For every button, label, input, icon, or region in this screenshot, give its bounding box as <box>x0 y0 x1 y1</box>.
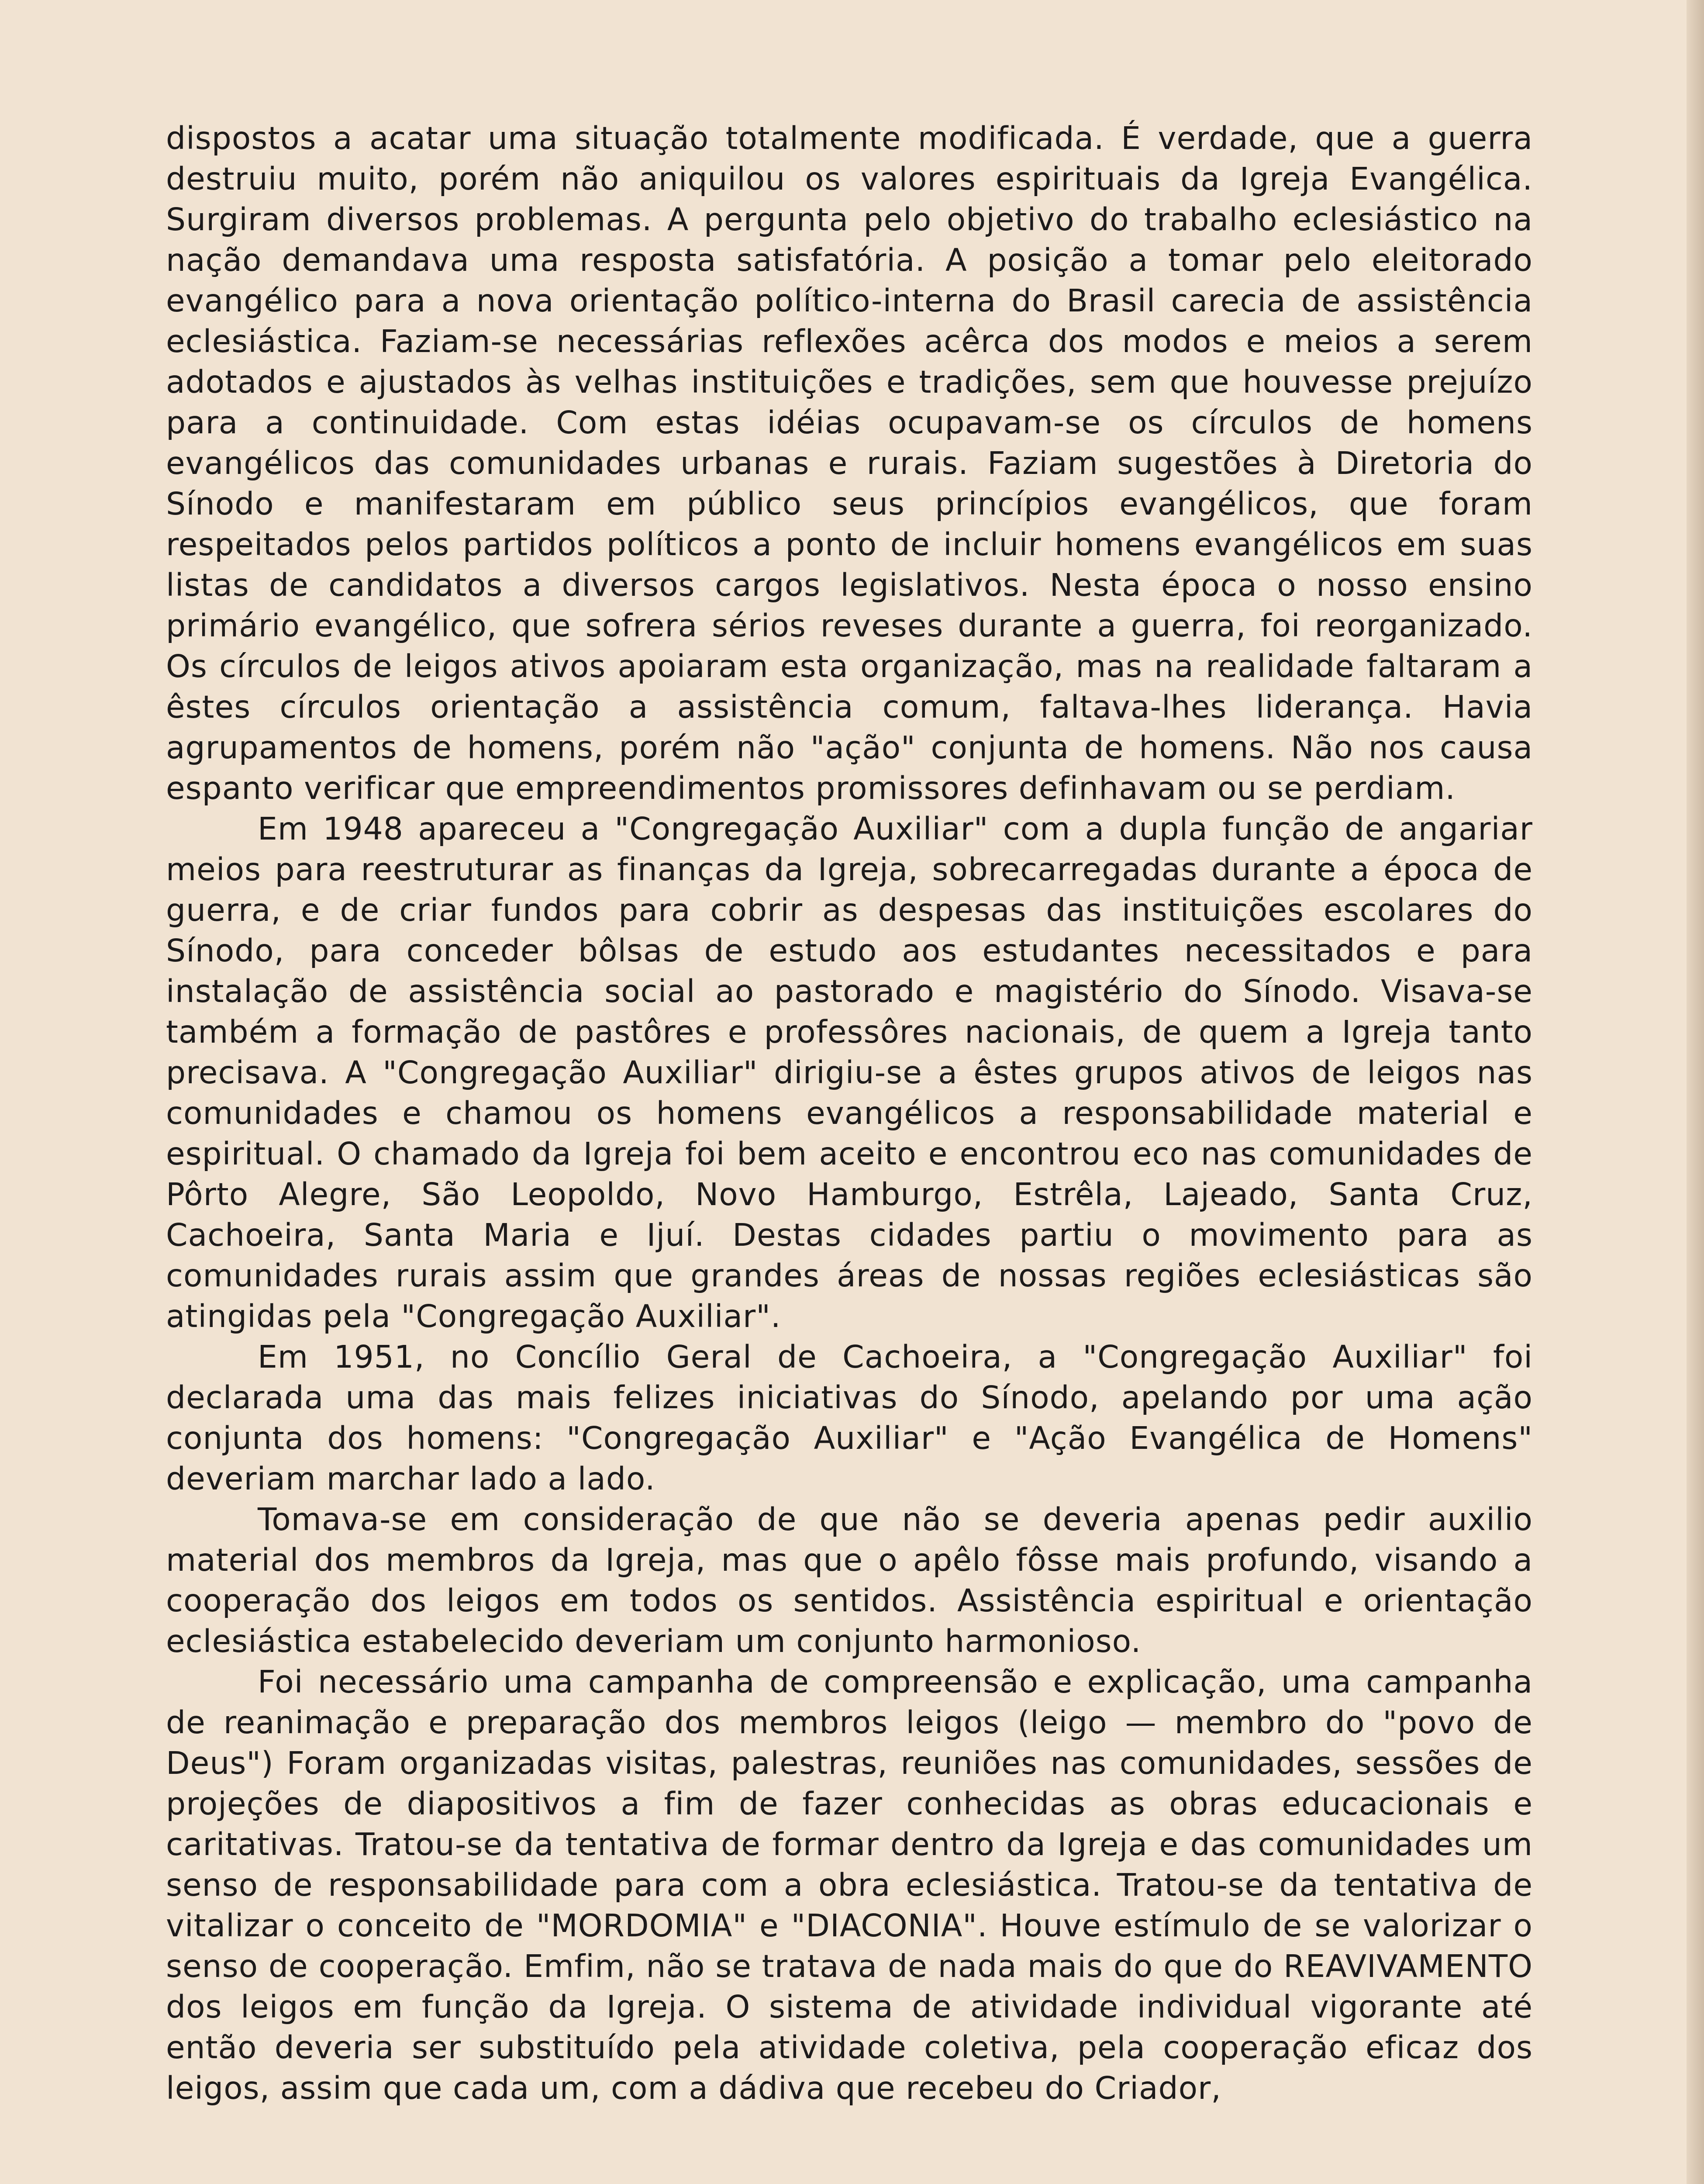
paragraph-2: Em 1948 apareceu a "Congregação Auxiliar" com a dupla função de angariar meios para reestruturar as finanças da Igreja, sobrecarregadas durante a época de guerra, e de criar fundos para cobrir as despesas das instituições escolares do Sínodo, para conceder bôlsas de estudo aos estudantes necessitados e para instalação de assistência social ao pastorado e magistério do Sínodo. Visava-se também a formação de pastôres e professôres nacionais, de quem a Igreja tanto precisava. A "Congregação Auxiliar" dirigiu-se a êstes grupos ativos de leigos nas comunidades e chamou os homens evangélicos a responsabilidade material e espiritual. O chamado da Igreja foi bem aceito e encontrou eco nas comunidades de Pôrto Alegre, São Leopoldo, Novo Hamburgo, Estrêla, Lajeado, Santa Cruz, Cachoeira, Santa Maria e Ijuí. Destas cidades partiu o movimento para as comunidades rurais assim que grandes áreas de nossas regiões eclesiásticas são atingidas pela "Congregação Auxiliar". <box>166 811 1533 1334</box>
paragraph-1: dispostos a acatar uma situação totalmente modificada. É verdade, que a guerra destruiu muito, porém não aniquilou os valores espirituais da Igreja Evangélica. Surgiram diversos problemas. A pergunta pelo objetivo do trabalho eclesiástico na nação demandava uma resposta satisfatória. A posição a tomar pelo eleitorado evangélico para a nova orientação político-interna do Brasil carecia de assistência eclesiástica. Faziam-se necessárias reflexões acêrca dos modos e meios a serem adotados e ajustados às velhas instituições e tradições, sem que houvesse prejuízo para a continuidade. Com estas idéias ocupavam-se os círculos de homens evangélicos das comunidades urbanas e rurais. Faziam sugestões à Diretoria do Sínodo e manifestaram em público seus princípios evangélicos, que foram respeitados pelos partidos políticos a ponto de incluir homens evangélicos em suas listas de candidatos a diversos cargos legislativos. Nesta época o nosso ensino primário evangélico, que sofrera sérios reveses durante a guerra, foi reorganizado. Os círculos de leigos ativos apoiaram esta organização, mas na realidade faltaram a êstes círculos orientação a assistência comum, faltava-lhes liderança. Havia agrupamentos de homens, porém não "ação" conjunta de homens. Não nos causa espanto verificar que empreendimentos promissores definhavam ou se perdiam. <box>166 120 1533 806</box>
paragraph-3: Em 1951, no Concílio Geral de Cachoeira, a "Congregação Auxiliar" foi declarada uma das mais felizes iniciativas do Sínodo, apelando por uma ação conjunta dos homens: "Congregação Auxiliar" e "Ação Evangélica de Homens" deveriam marchar lado a lado. <box>166 1339 1533 1497</box>
page-edge-shadow <box>1687 0 1704 2184</box>
paragraph-4: Tomava-se em consideração de que não se deveria apenas pedir auxilio material dos membros da Igreja, mas que o apêlo fôsse mais profundo, visando a cooperação dos leigos em todos os sentidos. Assistência espiritual e orientação eclesiástica estabelecido deveriam um conjunto harmonioso. <box>166 1501 1533 1659</box>
body-text <box>166 118 1533 2108</box>
paragraph-5: Foi necessário uma campanha de compreensão e explicação, uma campanha de reanimação e preparação dos membros leigos (leigo — membro do "povo de Deus") Foram organizadas visitas, palestras, reuniões nas comunidades, sessões de projeções de diapositivos a fim de fazer conhecidas as obras educacionais e caritativas. Tratou-se da tentativa de formar dentro da Igreja e das comunidades um senso de responsabilidade para com a obra eclesiástica. Tratou-se da tentativa de vitalizar o conceito de "MORDOMIA" e "DIACONIA". Houve estímulo de se valorizar o senso de cooperação. Emfim, não se tratava de nada mais do que do REAVIVAMENTO dos leigos em função da Igreja. O sistema de atividade individual vigorante até então deveria ser substituído pela atividade coletiva, pela cooperação eficaz dos leigos, assim que cada um, com a dádiva que recebeu do Criador, <box>166 1664 1533 2106</box>
